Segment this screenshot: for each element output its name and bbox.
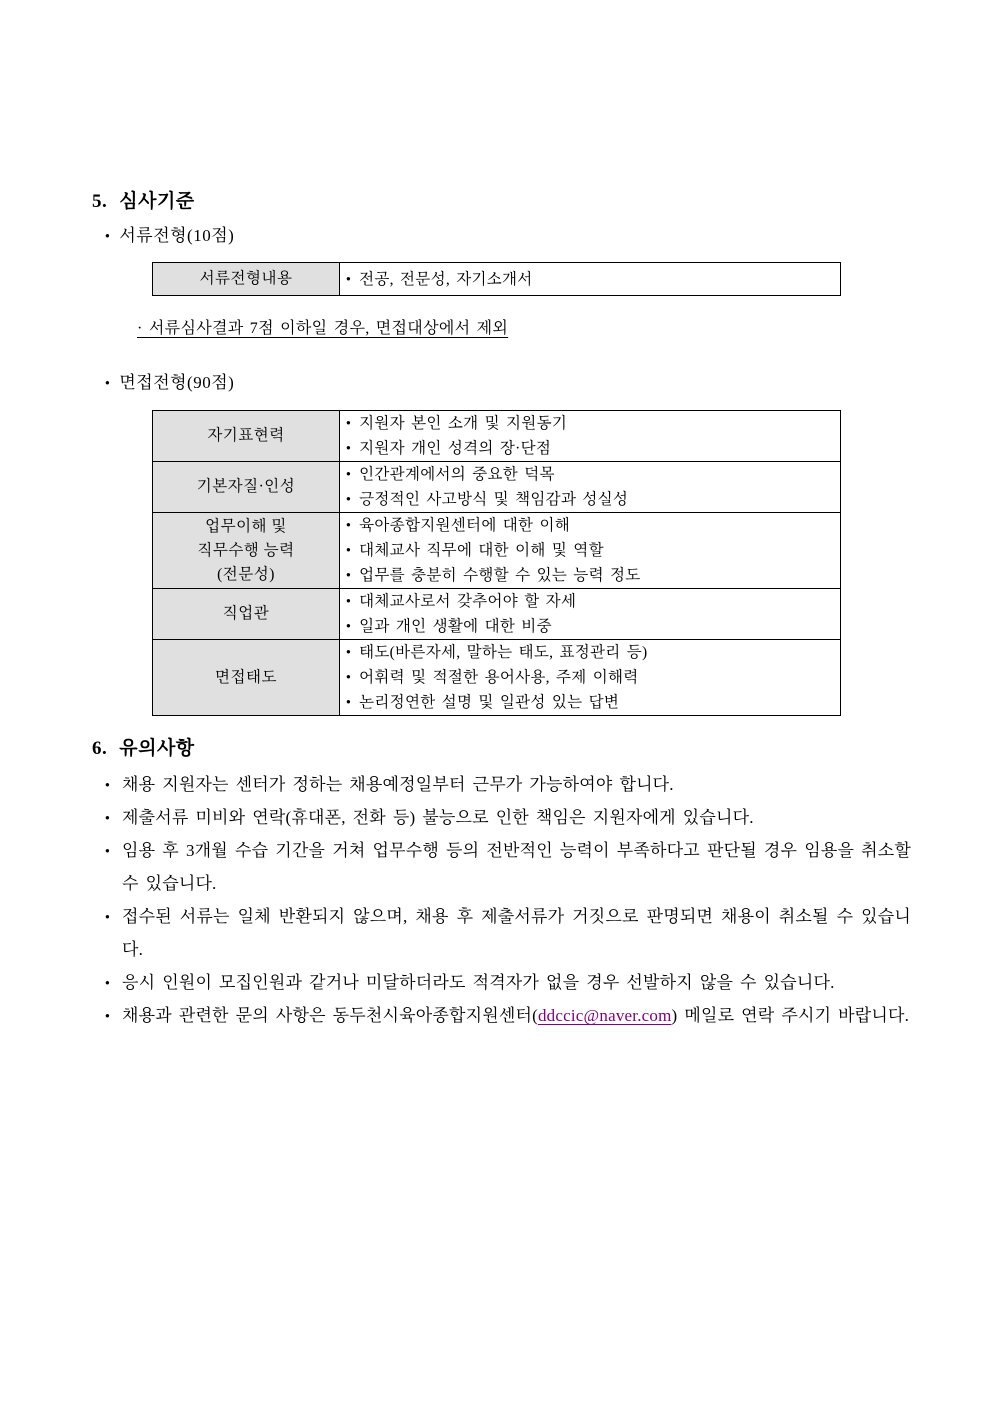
criteria-item [340, 640, 840, 665]
section-5-number: 5. [92, 191, 108, 212]
table-row [153, 263, 841, 296]
criteria-items-cell [340, 589, 841, 640]
notice-item-text: 접수된 서류는 일체 반환되지 않으며, 채용 후 제출서류가 거짓으로 판명되면 채용이 취소될 수 있습니다. [122, 907, 911, 959]
criteria-item-text: 지원자 본인 소개 및 지원동기 [359, 415, 568, 432]
section-5-title: 심사기준 [119, 191, 195, 212]
screening-exclusion-note: · 서류심사결과 7점 이하일 경우, 면접대상에서 제외 [137, 320, 509, 337]
criteria-item-text: 인간관계에서의 중요한 덕목 [359, 466, 555, 483]
document-screening-table [152, 262, 841, 296]
bullet-icon: ● [105, 912, 111, 921]
criteria-item [340, 513, 840, 538]
bullet-icon: ● [346, 469, 352, 478]
criteria-items-cell [340, 513, 841, 589]
bullet-icon: ● [346, 273, 352, 283]
criteria-items-cell [340, 462, 841, 513]
notice-item-text: 임용 후 3개월 수습 기간을 거쳐 업무수행 등의 전반적인 능력이 부족하다고 판단될 경우 임용을 취소할 수 있습니다. [122, 841, 911, 893]
criteria-category-line: 직업관 [222, 605, 270, 622]
bullet-icon: ● [346, 494, 352, 503]
bullet-icon: ● [346, 697, 352, 706]
bullet-icon: ● [346, 520, 352, 529]
bullet-icon: ● [346, 418, 352, 427]
criteria-category-line: 직무수행 능력 [197, 541, 295, 559]
bullet-icon: ● [346, 596, 352, 605]
criteria-item-text: 업무를 충분히 수행할 수 있는 능력 정도 [359, 567, 641, 584]
screening-content-cell [340, 263, 841, 296]
email-link[interactable]: ddccic@naver.com [537, 1006, 672, 1025]
criteria-category-line: 자기표현력 [207, 427, 285, 444]
criteria-row [153, 411, 841, 462]
criteria-category-line: (전문성) [217, 565, 275, 583]
criteria-row [153, 640, 841, 716]
notice-list [105, 768, 911, 1032]
screening-header-cell: 서류전형내용 [153, 263, 340, 296]
criteria-item-text: 육아종합지원센터에 대한 이해 [359, 517, 571, 534]
bullet-icon: ● [105, 231, 111, 240]
bullet-icon: ● [105, 846, 111, 855]
bullet-icon: ● [346, 443, 352, 452]
bullet-icon: ● [105, 813, 111, 822]
criteria-category-line: 기본자질·인성 [196, 478, 296, 495]
criteria-category-cell [153, 513, 340, 589]
criteria-category-line: 업무이해 및 [205, 517, 287, 535]
notice-item [105, 834, 911, 900]
notice-item-text: 제출서류 미비와 연락(휴대폰, 전화 등) 불능으로 인한 책임은 지원자에게 있습니다. [122, 808, 754, 827]
section-5-heading [92, 186, 195, 213]
criteria-category-cell [153, 640, 340, 716]
criteria-category-cell [153, 411, 340, 462]
criteria-item [340, 690, 840, 715]
criteria-category-cell [153, 589, 340, 640]
criteria-item-text: 일과 개인 생활에 대한 비중 [359, 618, 552, 635]
criteria-item-text: 태도(바른자세, 말하는 태도, 표정관리 등) [359, 644, 648, 661]
criteria-item-text: 긍정적인 사고방식 및 책임감과 성실성 [359, 491, 629, 508]
bullet-icon: ● [346, 672, 352, 681]
bullet-icon: ● [105, 1011, 111, 1020]
interview-criteria-table [152, 410, 841, 716]
criteria-item [340, 436, 840, 461]
bullet-icon: ● [346, 647, 352, 656]
notice-item [105, 801, 911, 834]
section-6-number: 6. [92, 738, 108, 759]
criteria-item [340, 538, 840, 563]
criteria-item [340, 487, 840, 512]
criteria-item-text: 대체교사로서 갖추어야 할 자세 [359, 593, 577, 610]
criteria-row [153, 513, 841, 589]
criteria-category-cell [153, 462, 340, 513]
criteria-item [340, 411, 840, 436]
criteria-item [340, 462, 840, 487]
interview-label: ● 면접전형(90점) [105, 373, 235, 392]
notice-item [105, 900, 911, 966]
bullet-icon: ● [346, 545, 352, 554]
notice-contact-suffix: ) 메일로 연락 주시기 바랍니다. [671, 1006, 910, 1025]
bullet-icon: ● [346, 570, 352, 579]
notice-contact-prefix: 채용과 관련한 문의 사항은 동두천시육아종합지원센터( [122, 1006, 538, 1025]
criteria-item [340, 614, 840, 639]
notice-item [105, 768, 911, 801]
doc-screening-label: ● 서류전형(10점) [105, 226, 235, 245]
section-6-heading [92, 733, 195, 760]
criteria-item-text: 대체교사 직무에 대한 이해 및 역할 [359, 542, 604, 559]
criteria-item-text: 지원자 개인 성격의 장·단점 [359, 440, 552, 457]
screening-item: ● 전공, 전문성, 자기소개서 [346, 270, 533, 288]
bullet-icon: ● [105, 978, 111, 987]
notice-item-text: 응시 인원이 모집인원과 같거나 미달하더라도 적격자가 없을 경우 선발하지 않을 수 있습니다. [122, 973, 835, 992]
bullet-icon: ● [105, 378, 111, 387]
criteria-item [340, 665, 840, 690]
notice-item-text: 채용 지원자는 센터가 정하는 채용예정일부터 근무가 가능하여야 합니다. [122, 775, 674, 794]
bullet-icon: ● [346, 621, 352, 630]
criteria-item-text: 어휘력 및 적절한 용어사용, 주제 이해력 [359, 669, 639, 686]
section-6-title: 유의사항 [119, 738, 195, 759]
criteria-item-text: 논리정연한 설명 및 일관성 있는 답변 [359, 694, 620, 711]
criteria-category-line: 면접태도 [215, 668, 277, 686]
criteria-item [340, 589, 840, 614]
criteria-items-cell [340, 640, 841, 716]
criteria-item [340, 563, 840, 588]
criteria-row [153, 589, 841, 640]
criteria-row [153, 462, 841, 513]
criteria-items-cell [340, 411, 841, 462]
bullet-icon: ● [105, 780, 111, 789]
notice-item-contact [105, 999, 911, 1032]
notice-item [105, 966, 911, 999]
